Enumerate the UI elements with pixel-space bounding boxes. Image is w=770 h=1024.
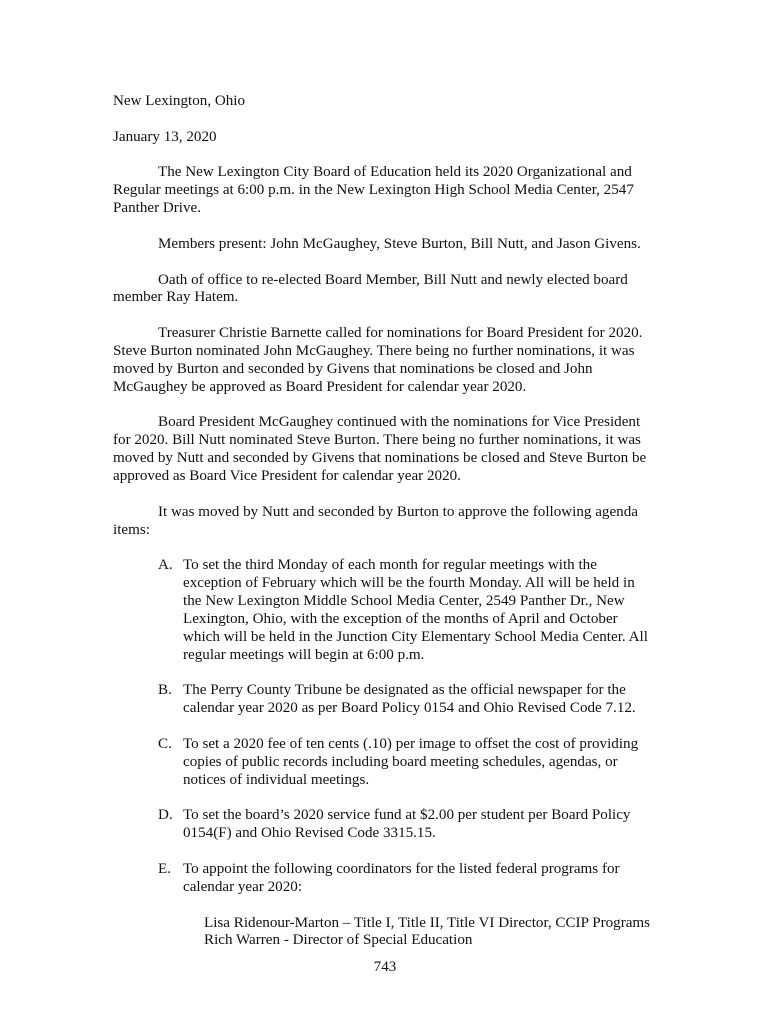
text-line: member Ray Hatem. [113,289,239,306]
agenda-item-a [158,557,713,664]
agenda-item-marker: B. [158,682,172,699]
agenda-item-line: 0154(F) and Ohio Revised Code 3315.15. [183,825,436,842]
agenda-item-line: The Perry County Tribune be designated as the official newspaper for the [183,682,626,699]
text-line: Panther Drive. [113,200,202,217]
agenda-item-line: To set the third Monday of each month for regular meetings with the [183,557,597,574]
agenda-item-line: regular meetings will begin at 6:00 p.m. [183,646,425,663]
text-line: McGaughey be approved as Board President for calendar year 2020. [113,378,527,395]
agenda-item-b [158,682,713,718]
agenda-item-line: notices of individual meetings. [183,771,370,788]
agenda-item-line: To set a 2020 fee of ten cents (.10) per image to offset the cost of providing [183,735,639,752]
text-line: for 2020. Bill Nutt nominated Steve Burton. There being no further nominations, it was [113,432,641,449]
agenda-item-marker: C. [158,735,172,752]
text-line: Treasurer Christie Barnette called for nominations for Board President for 2020. [158,325,643,342]
agenda-item-line: exception of February which will be the fourth Monday. All will be held in [183,575,635,592]
coordinator-entry: Rich Warren - Director of Special Education [204,932,473,949]
agenda-item-c [158,736,713,790]
text-line: Oath of office to re-elected Board Member, Bill Nutt and newly elected board [158,271,628,288]
vice-president-nomination-paragraph [113,414,713,485]
agenda-motion-paragraph [113,504,713,540]
president-nomination-paragraph [113,325,713,396]
text-line: approved as Board Vice President for calendar year 2020. [113,468,461,485]
agenda-item-line: Lexington, Ohio, with the exception of the months of April and October [183,610,618,627]
location-heading [113,93,713,111]
text-line: The New Lexington City Board of Education held its 2020 Organizational and [158,164,632,181]
text-line: Steve Burton nominated John McGaughey. There being no further nominations, it was [113,343,635,360]
agenda-item-marker: E. [158,860,171,877]
members-present-paragraph [113,236,713,254]
agenda-item-line: calendar year 2020: [183,878,303,895]
document-body [113,93,713,950]
page-number: 743 [373,959,397,975]
text-line: Members present: John McGaughey, Steve Burton, Bill Nutt, and Jason Givens. [158,235,641,252]
text-line: moved by Nutt and seconded by Givens that nominations be closed and Steve Burton be [113,450,647,467]
text-line: Board President McGaughey continued with the nominations for Vice President [158,414,641,431]
coordinator-entry: Lisa Ridenour-Marton – Title I, Title II, Title VI Director, CCIP Programs [204,914,651,931]
agenda-list [158,557,713,896]
text-line: moved by Burton and seconded by Givens that nominations be closed and John [113,360,593,377]
text-line: items: [113,521,150,538]
agenda-item-line: To appoint the following coordinators for the listed federal programs for [183,860,620,877]
agenda-item-d [158,807,713,843]
agenda-item-line: calendar year 2020 as per Board Policy 0154 and Ohio Revised Code 7.12. [183,700,636,717]
agenda-item-line: which will be held in the Junction City Elementary School Media Center. All [183,628,648,645]
agenda-item-marker: D. [158,807,173,824]
coordinator-list [204,915,713,951]
agenda-item-line: copies of public records including board meeting schedules, agendas, or [183,753,618,770]
opening-paragraph [113,164,713,218]
agenda-item-e [158,861,713,897]
agenda-item-line: To set the board’s 2020 service fund at $2.00 per student per Board Policy [183,807,631,824]
location-line: New Lexington, Ohio [113,93,246,109]
oath-of-office-paragraph [113,272,713,308]
agenda-item-line: the New Lexington Middle School Media Center, 2549 Panther Dr., New [183,593,625,610]
text-line: Regular meetings at 6:00 p.m. in the New Lexington High School Media Center, 2547 [113,182,634,199]
meeting-date: January 13, 2020 [113,128,217,145]
agenda-item-marker: A. [158,557,173,574]
meeting-date-heading [113,129,713,147]
text-line: It was moved by Nutt and seconded by Burton to approve the following agenda [158,503,638,520]
